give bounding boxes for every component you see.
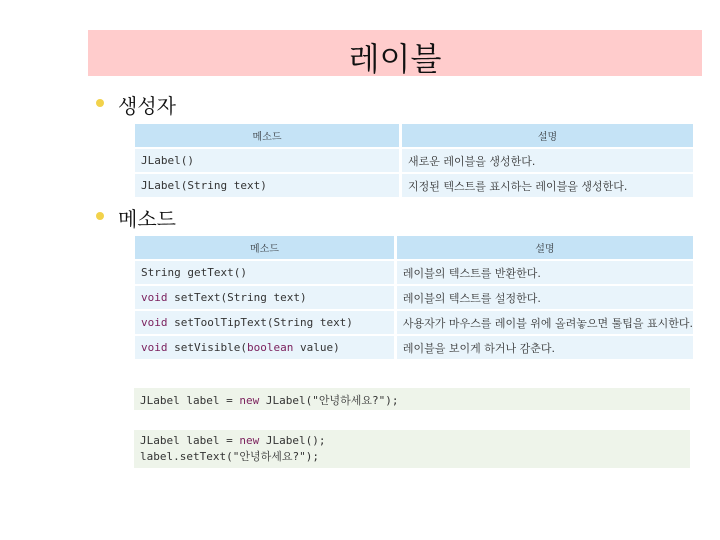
code-text: JLabel(); [259, 434, 326, 447]
code-line: label.setText("안녕하세요?"); [140, 450, 319, 463]
title-bar [88, 30, 702, 76]
header-method: 메소드 [135, 236, 394, 259]
method-cell: JLabel(String text) [135, 174, 399, 197]
method-signature-tail: value) [293, 341, 340, 354]
description-cell: 레이블을 보이게 하거나 감춘다. [397, 336, 693, 359]
table-header-row [135, 124, 693, 147]
method-cell [135, 261, 394, 284]
bullet-icon [96, 212, 104, 220]
code-line [140, 433, 690, 449]
method-cell [135, 286, 394, 309]
header-description: 설명 [397, 236, 693, 259]
code-example-2 [134, 430, 690, 468]
code-text: JLabel("안녕하세요?"); [259, 394, 399, 407]
header-method: 메소드 [135, 124, 399, 147]
method-table [132, 234, 696, 361]
page-title: 레이블 [348, 40, 442, 78]
bullet-icon [96, 99, 104, 107]
table-row [135, 149, 693, 172]
table-row [135, 261, 693, 284]
method-cell [135, 336, 394, 359]
code-line [140, 392, 690, 408]
code-text: JLabel label = [140, 394, 240, 407]
description-cell: 사용자가 마우스를 레이블 위에 올려놓으면 툴팁을 표시한다. [397, 311, 693, 334]
method-signature: setToolTipText(String text) [167, 316, 353, 329]
code-text: JLabel label = [140, 434, 240, 447]
code-example-1 [134, 388, 690, 410]
keyword: new [239, 434, 260, 447]
method-cell [135, 311, 394, 334]
keyword: boolean [246, 341, 294, 354]
header-description: 설명 [402, 124, 693, 147]
method-signature: setVisible( [167, 341, 247, 354]
keyword: void [141, 341, 168, 354]
method-cell: JLabel() [135, 149, 399, 172]
description-cell: 새로운 레이블을 생성한다. [402, 149, 693, 172]
table-row [135, 174, 693, 197]
method-signature: String getText() [141, 266, 247, 279]
description-cell: 레이블의 텍스트를 설정한다. [397, 286, 693, 309]
description-cell: 지정된 텍스트를 표시하는 레이블을 생성한다. [402, 174, 693, 197]
table-row [135, 286, 693, 309]
table-row [135, 311, 693, 334]
constructor-table [132, 122, 696, 199]
keyword: void [141, 316, 168, 329]
section-heading-constructors: 생성자 [118, 94, 176, 118]
table-row [135, 336, 693, 359]
table-header-row [135, 236, 693, 259]
keyword: new [239, 394, 260, 407]
section-heading-methods: 메소드 [118, 207, 176, 231]
description-cell: 레이블의 텍스트를 반환한다. [397, 261, 693, 284]
method-signature: setText(String text) [167, 291, 307, 304]
keyword: void [141, 291, 168, 304]
